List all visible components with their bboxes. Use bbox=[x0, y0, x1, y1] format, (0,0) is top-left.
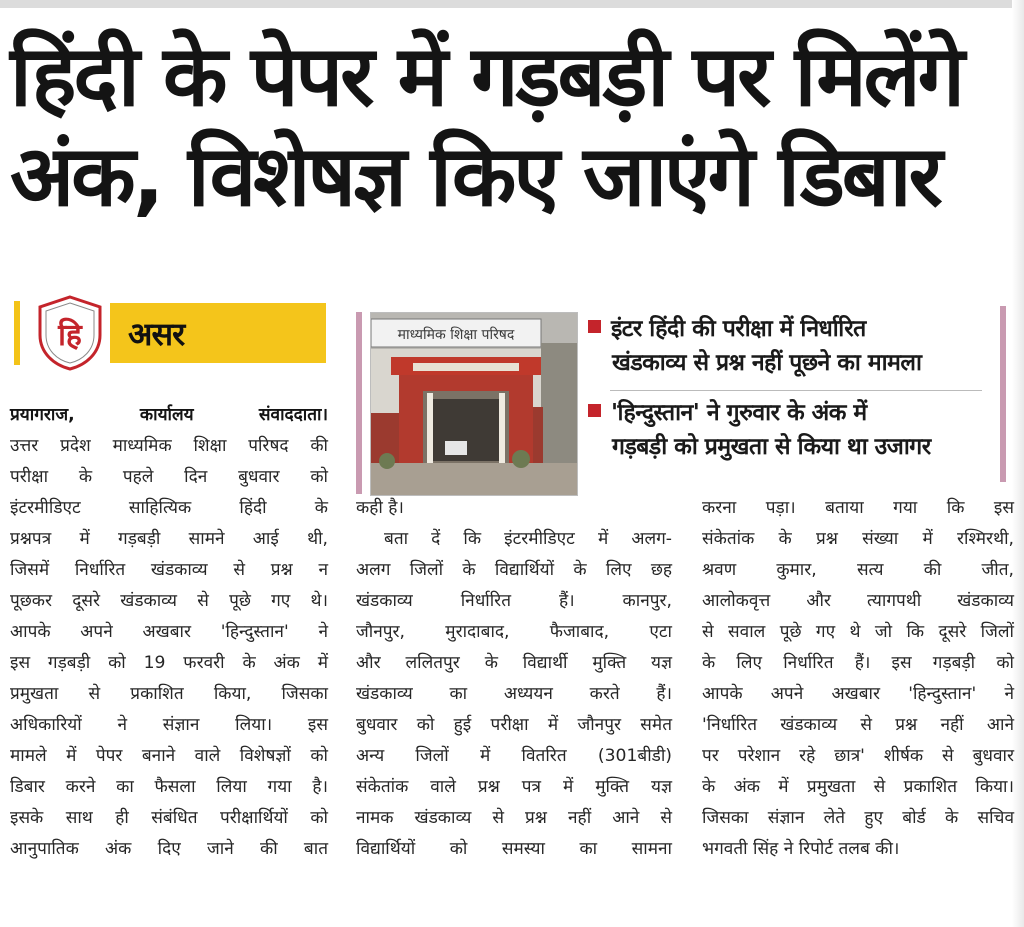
article-line: से सवाल पूछे गए थे जो कि दूसरे जिलों bbox=[702, 622, 1014, 642]
photo-sign-text: माध्यमिक शिक्षा परिषद bbox=[397, 327, 515, 343]
headline bbox=[10, 26, 1010, 226]
article-line: प्रश्नपत्र में गड़बड़ी सामने आई थी, bbox=[10, 529, 328, 549]
article-line: संकेतांक वाले प्रश्न पत्र में मुक्ति यज्ञ bbox=[356, 777, 672, 797]
headline-line-2: अंक, विशेषज्ञ किए जाएंगे डिबार bbox=[10, 127, 940, 225]
headline-line-1: हिंदी के पेपर में गड़बड़ी पर मिलेंगे bbox=[10, 27, 962, 125]
article-line: मामले में पेपर बनाने वाले विशेषज्ञों को bbox=[10, 746, 328, 766]
article-line: जिसमें निर्धारित खंडकाव्य से प्रश्न न bbox=[10, 560, 328, 580]
article-line: नामक खंडकाव्य से प्रश्न नहीं आने से bbox=[356, 808, 672, 828]
article-line: उत्तर प्रदेश माध्यमिक शिक्षा परिषद की bbox=[10, 436, 328, 456]
photo-accent-bar bbox=[356, 312, 362, 494]
byline: प्रयागराज, कार्यालय संवाददाता। bbox=[10, 405, 328, 425]
article-line: बुधवार को हुई परीक्षा में जौनपुर समेत bbox=[356, 715, 672, 735]
board-office-photo bbox=[370, 312, 578, 496]
highlights-box bbox=[586, 306, 1006, 482]
article-line: अधिकारियों ने संज्ञान लिया। इस bbox=[10, 715, 328, 735]
article-line: 'निर्धारित खंडकाव्य से प्रश्न नहीं आने bbox=[702, 715, 1014, 735]
article-line: इसके साथ ही संबंधित परीक्षार्थियों को bbox=[10, 808, 328, 828]
article-line: परीक्षा के पहले दिन बुधवार को bbox=[10, 467, 328, 487]
article-line: प्रमुखता से प्रकाशित किया, जिसका bbox=[10, 684, 328, 704]
highlight-item bbox=[588, 312, 988, 380]
building-image bbox=[371, 313, 577, 495]
highlight-item bbox=[588, 396, 988, 464]
article-line: डिबार करने का फैसला लिया गया है। bbox=[10, 777, 328, 797]
article-column-1 bbox=[10, 400, 328, 865]
highlight-line: इंटर हिंदी की परीक्षा में निर्धारित bbox=[611, 316, 866, 342]
article-line: के अंक में प्रमुखता से प्रकाशित किया। bbox=[702, 777, 1014, 797]
article-line: इस गड़बड़ी को 19 फरवरी के अंक में bbox=[10, 653, 328, 673]
article-column-2 bbox=[356, 493, 672, 865]
highlights-accent-bar bbox=[1000, 306, 1006, 482]
photo-frame bbox=[356, 312, 578, 494]
article-line: करना पड़ा। बताया गया कि इस bbox=[702, 498, 1014, 518]
top-edge bbox=[0, 0, 1024, 8]
article-line: जिसका संज्ञान लेते हुए बोर्ड के सचिव bbox=[702, 808, 1014, 828]
article-line: बता दें कि इंटरमीडिएट में अलग- bbox=[384, 529, 672, 549]
logo-glyph: हि bbox=[58, 318, 82, 353]
article-line: पूछकर दूसरे खंडकाव्य से पूछे गए थे। bbox=[10, 591, 328, 611]
article-line: विद्यार्थियों को समस्या का सामना bbox=[356, 839, 672, 859]
asar-badge bbox=[14, 295, 326, 377]
red-square-bullet-icon bbox=[588, 320, 601, 333]
article-line: और ललितपुर के विद्यार्थी मुक्ति यज्ञ bbox=[356, 653, 672, 673]
badge-label: असर bbox=[128, 314, 185, 353]
article-line: आपके अपने अखबार 'हिन्दुस्तान' ने bbox=[10, 622, 328, 642]
article-line: आनुपातिक अंक दिए जाने की बात bbox=[10, 839, 328, 859]
article-line: के लिए निर्धारित हैं। इस गड़बड़ी को bbox=[702, 653, 1014, 673]
highlight-line: गड़बड़ी को प्रमुखता से किया था उजागर bbox=[612, 434, 931, 460]
article-line: श्रवण कुमार, सत्य की जीत, bbox=[702, 560, 1014, 580]
article-line: अलग जिलों के विद्यार्थियों के लिए छह bbox=[356, 560, 672, 580]
highlight-line: 'हिन्दुस्तान' ने गुरुवार के अंक में bbox=[611, 400, 867, 426]
article-line: खंडकाव्य निर्धारित हैं। कानपुर, bbox=[356, 591, 672, 611]
divider bbox=[610, 390, 982, 391]
article-line: इंटरमीडिएट साहित्यिक हिंदी के bbox=[10, 498, 328, 518]
badge-accent-bar bbox=[14, 301, 20, 365]
article-line: खंडकाव्य का अध्ययन करते हैं। bbox=[356, 684, 672, 704]
article-line: अन्य जिलों में वितरित (301बीडी) bbox=[356, 746, 672, 766]
article-line: संकेतांक के प्रश्न संख्या में रश्मिरथी, bbox=[702, 529, 1014, 549]
hindustan-logo-icon bbox=[36, 295, 104, 371]
article-line: कही है। bbox=[356, 498, 404, 518]
article-line: भगवती सिंह ने रिपोर्ट तलब की। bbox=[702, 839, 900, 859]
badge-band bbox=[110, 303, 326, 363]
article-line: आलोकवृत्त और त्यागपथी खंडकाव्य bbox=[702, 591, 1014, 611]
article-column-3 bbox=[702, 493, 1014, 865]
highlight-line: खंडकाव्य से प्रश्न नहीं पूछने का मामला bbox=[612, 350, 922, 376]
red-square-bullet-icon bbox=[588, 404, 601, 417]
article-line: जौनपुर, मुरादाबाद, फैजाबाद, एटा bbox=[356, 622, 672, 642]
article-line: पर परेशान रहे छात्र' शीर्षक से बुधवार bbox=[702, 746, 1014, 766]
article-line: आपके अपने अखबार 'हिन्दुस्तान' ने bbox=[702, 684, 1014, 704]
